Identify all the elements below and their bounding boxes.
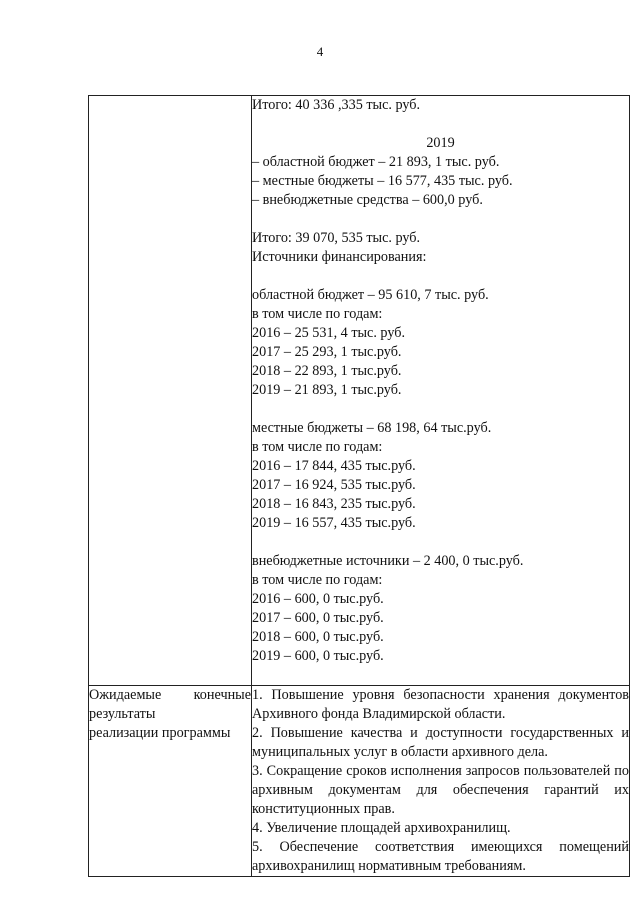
- financing-line: 2016 – 17 844, 435 тыс.руб.: [252, 458, 416, 474]
- blank-line: [252, 533, 629, 552]
- financing-line: 2017 – 25 293, 1 тыс.руб.: [252, 344, 402, 360]
- blank-line: [252, 115, 629, 134]
- program-passport-table: [88, 95, 630, 877]
- financing-line: в том числе по годам:: [252, 439, 383, 455]
- results-label-word: конечные: [193, 687, 251, 703]
- financing-line: 2017 – 16 924, 535 тыс.руб.: [252, 477, 416, 493]
- blank-line: [252, 210, 629, 229]
- result-item: 1. Повышение уровня безопасности хранения документов Архивного фонда Владимирской области.: [252, 687, 629, 722]
- blank-line: [252, 267, 629, 286]
- financing-line: Источники финансирования:: [252, 249, 427, 265]
- financing-line: 2018 – 22 893, 1 тыс.руб.: [252, 363, 402, 379]
- financing-line: 2018 – 600, 0 тыс.руб.: [252, 629, 384, 645]
- results-label-line3: реализации программы: [89, 725, 231, 741]
- financing-line: Итого: 39 070, 535 тыс. руб.: [252, 230, 421, 246]
- financing-line: Итого: 40 336 ,335 тыс. руб.: [252, 97, 421, 113]
- financing-line: в том числе по годам:: [252, 572, 383, 588]
- result-item: 2. Повышение качества и доступности государственных и муниципальных услуг в области архивного дела.: [252, 725, 629, 760]
- financing-line: 2019 – 21 893, 1 тыс.руб.: [252, 382, 402, 398]
- financing-line: 2017 – 600, 0 тыс.руб.: [252, 610, 384, 626]
- results-row: [89, 686, 630, 877]
- results-label-word: Ожидаемые: [89, 687, 162, 703]
- financing-line: в том числе по годам:: [252, 306, 383, 322]
- financing-line: внебюджетные источники – 2 400, 0 тыс.руб.: [252, 553, 524, 569]
- financing-line: 2019 – 600, 0 тыс.руб.: [252, 648, 384, 664]
- financing-content-cell: [252, 96, 630, 686]
- page-number: 4: [316, 44, 324, 59]
- financing-line: областной бюджет – 95 610, 7 тыс. руб.: [252, 287, 489, 303]
- cell-bottom-space: [252, 666, 629, 685]
- results-label-line2: результаты: [89, 706, 156, 722]
- financing-row: [89, 96, 630, 686]
- financing-label-cell: [89, 96, 252, 686]
- financing-line: – внебюджетные средства – 600,0 руб.: [252, 192, 483, 208]
- financing-line: – областной бюджет – 21 893, 1 тыс. руб.: [252, 154, 500, 170]
- financing-line: 2019 – 16 557, 435 тыс.руб.: [252, 515, 416, 531]
- financing-line: местные бюджеты – 68 198, 64 тыс.руб.: [252, 420, 492, 436]
- financing-line: 2018 – 16 843, 235 тыс.руб.: [252, 496, 416, 512]
- results-label-cell: [89, 686, 252, 877]
- results-label-line1: [89, 686, 251, 705]
- financing-line: 2016 – 600, 0 тыс.руб.: [252, 591, 384, 607]
- blank-line: [252, 400, 629, 419]
- financing-line: 2016 – 25 531, 4 тыс. руб.: [252, 325, 406, 341]
- financing-line: – местные бюджеты – 16 577, 435 тыс. руб.: [252, 173, 513, 189]
- result-item: 4. Увеличение площадей архивохранилищ.: [252, 820, 511, 836]
- result-item: 3. Сокращение сроков исполнения запросов пользователей по архивным документам для обеспечения гарантий их конституционных прав.: [252, 763, 629, 817]
- financing-year-heading: 2019: [426, 135, 455, 151]
- results-content-cell: [252, 686, 630, 877]
- result-item: 5. Обеспечение соответствия имеющихся помещений архивохранилищ нормативным требованиям.: [252, 839, 629, 874]
